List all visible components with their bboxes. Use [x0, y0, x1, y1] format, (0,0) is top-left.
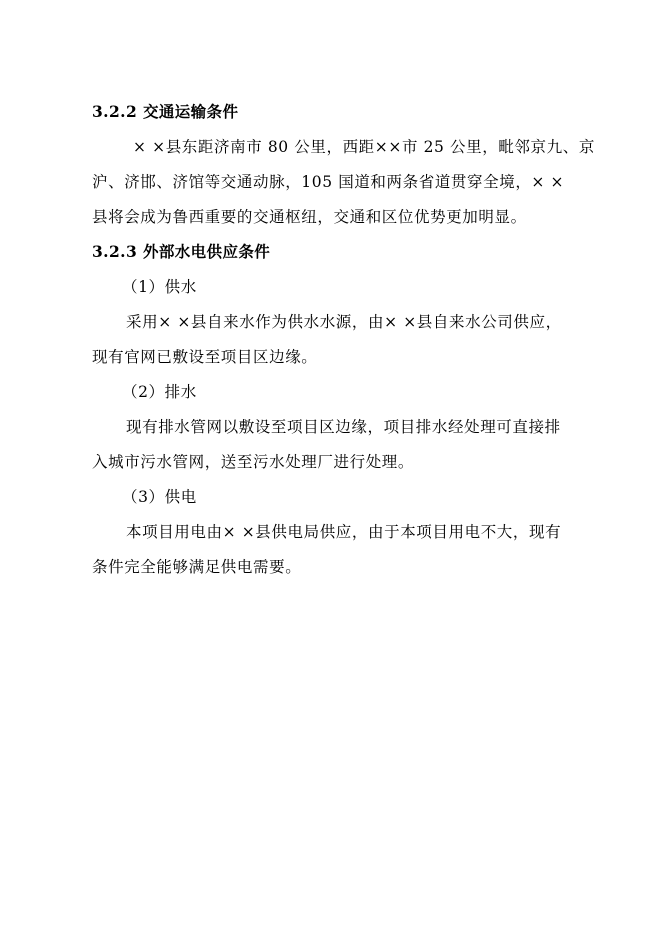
paragraph-line: 现有官网已敷设至项目区边缘。: [92, 348, 318, 366]
paragraph-line: 县将会成为鲁西重要的交通枢纽，交通和区位优势更加明显。: [92, 208, 527, 226]
paragraph-line: 现有排水管网以敷设至项目区边缘，项目排水经处理可直接排: [126, 418, 561, 436]
paragraph-line: 沪、济邯、济馆等交通动脉，105 国道和两条省道贯穿全境，× ×: [92, 173, 565, 191]
section-heading-323: 3.2.3 外部水电供应条件: [92, 242, 271, 261]
subsection-label-water-supply: （1）供水: [122, 278, 197, 296]
subsection-label-drainage: （2）排水: [122, 383, 197, 401]
paragraph-line: 本项目用电由× ×县供电局供应，由于本项目用电不大，现有: [126, 523, 562, 541]
subsection-label-power-supply: （3）供电: [122, 488, 197, 506]
paragraph-line: 采用× ×县自来水作为供水水源，由× ×县自来水公司供应，: [126, 313, 562, 331]
paragraph-line: 入城市污水管网，送至污水处理厂进行处理。: [92, 453, 415, 471]
section-heading-322: 3.2.2 交通运输条件: [92, 102, 239, 121]
paragraph-line: × ×县东距济南市 80 公里，西距××市 25 公里，毗邻京九、京: [133, 138, 595, 156]
paragraph-line: 条件完全能够满足供电需要。: [92, 558, 302, 576]
